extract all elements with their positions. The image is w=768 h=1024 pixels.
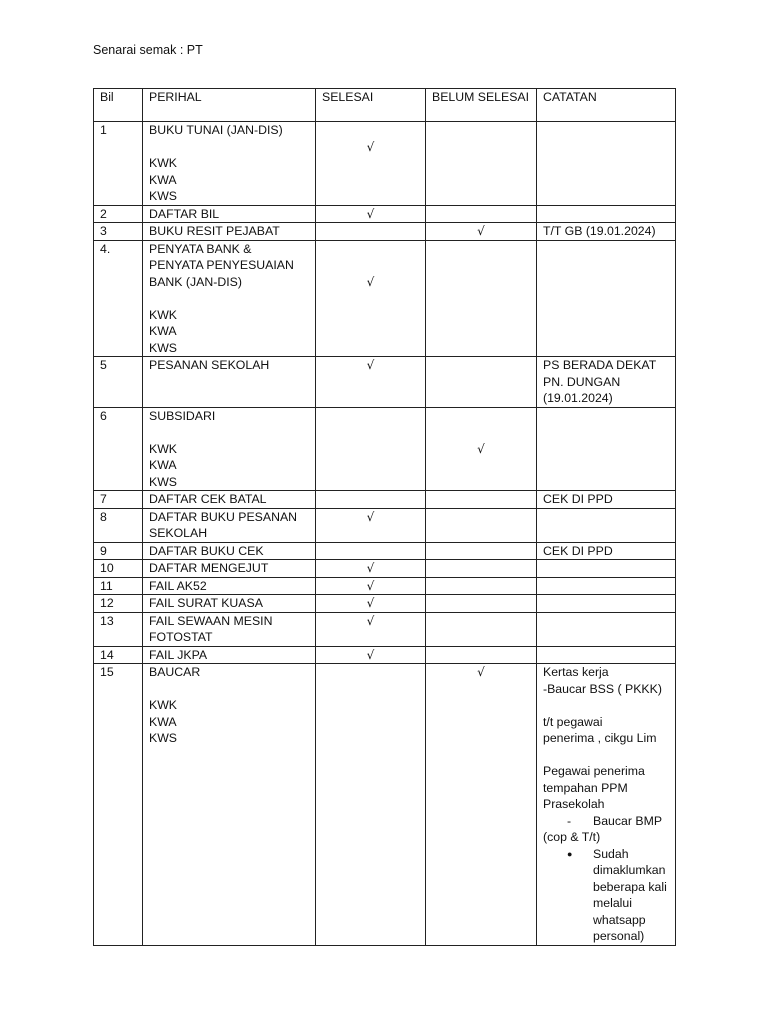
cell-perihal	[143, 357, 316, 408]
cell-perihal	[143, 664, 316, 946]
text-line: KWK	[149, 698, 178, 712]
text-line: FAIL SURAT KUASA	[149, 596, 263, 610]
check-mark-icon: √	[366, 206, 375, 221]
check-mark-icon: √	[366, 274, 375, 289]
cell-belum-selesai	[426, 664, 537, 946]
table-row	[94, 407, 676, 491]
cell-perihal	[143, 542, 316, 560]
check-mark-icon: √	[366, 358, 375, 372]
cell-catatan	[537, 646, 676, 664]
text-line: FAIL JKPA	[149, 647, 208, 662]
cell-selesai	[316, 223, 426, 241]
spacer	[432, 408, 530, 425]
text-line: ● Sudah	[593, 846, 629, 861]
cell-perihal	[143, 646, 316, 664]
text-line: DAFTAR BUKU CEK	[149, 543, 264, 558]
table-row	[94, 205, 676, 223]
text-line: whatsapp	[593, 912, 646, 927]
text-line: KWA	[149, 714, 177, 729]
cell-selesai	[316, 577, 426, 595]
cell-bil: 6	[94, 407, 143, 491]
text-line: PN. DUNGAN	[543, 374, 621, 389]
cell-perihal	[143, 560, 316, 578]
text-line: (cop & T/t)	[543, 830, 601, 844]
text-line: KWS	[149, 189, 178, 203]
spacer	[322, 241, 419, 258]
text-line: FOTOSTAT	[149, 630, 213, 644]
table-header-row	[94, 89, 676, 122]
blank-line	[149, 290, 309, 307]
text-line: T/T GB (19.01.2024)	[543, 224, 656, 238]
blank-line	[543, 747, 669, 764]
cell-selesai	[316, 491, 426, 509]
text-line: KWS	[149, 474, 178, 489]
blank-line	[543, 697, 669, 714]
cell-belum-selesai	[426, 577, 537, 595]
header-bil: Bil	[94, 89, 143, 122]
text-line: FAIL AK52	[149, 578, 207, 593]
cell-belum-selesai	[426, 595, 537, 613]
text-line: DAFTAR CEK BATAL	[149, 492, 267, 506]
cell-catatan	[537, 542, 676, 560]
cell-bil: 2	[94, 205, 143, 223]
text-line: CEK DI PPD	[543, 492, 613, 506]
cell-bil: 8	[94, 508, 143, 542]
cell-catatan	[537, 357, 676, 408]
cell-perihal	[143, 407, 316, 491]
text-line: SEKOLAH	[149, 526, 208, 540]
text-line: melalui	[593, 896, 632, 910]
cell-selesai	[316, 407, 426, 491]
cell-belum-selesai	[426, 205, 537, 223]
table-row	[94, 357, 676, 408]
check-mark-icon: √	[366, 561, 375, 575]
header-perihal: PERIHAL	[143, 89, 316, 122]
cell-selesai	[316, 357, 426, 408]
cell-selesai	[316, 205, 426, 223]
table-row	[94, 542, 676, 560]
cell-perihal	[143, 491, 316, 509]
cell-belum-selesai	[426, 646, 537, 664]
cell-catatan	[537, 595, 676, 613]
text-line: BUKU TUNAI (JAN-DIS)	[149, 123, 283, 137]
text-line: BUKU RESIT PEJABAT	[149, 224, 280, 238]
table-row	[94, 560, 676, 578]
cell-catatan	[537, 612, 676, 646]
cell-bil: 12	[94, 595, 143, 613]
cell-catatan	[537, 205, 676, 223]
text-line: BAUCAR	[149, 665, 201, 679]
cell-perihal	[143, 122, 316, 206]
text-line: -Baucar BSS ( PKKK)	[543, 681, 662, 696]
cell-bil: 4.	[94, 240, 143, 357]
cell-perihal	[143, 240, 316, 357]
text-line: KWS	[149, 731, 178, 745]
text-line: Pegawai penerima	[543, 764, 645, 778]
cell-bil: 1	[94, 122, 143, 206]
check-mark-icon: √	[366, 578, 375, 593]
cell-belum-selesai	[426, 407, 537, 491]
cell-belum-selesai	[426, 508, 537, 542]
cell-bil: 11	[94, 577, 143, 595]
table-row	[94, 508, 676, 542]
text-line: PENYATA BANK &	[149, 241, 252, 256]
header-selesai: SELESAI	[316, 89, 426, 122]
table-row	[94, 646, 676, 664]
cell-catatan	[537, 560, 676, 578]
cell-belum-selesai	[426, 122, 537, 206]
cell-catatan	[537, 491, 676, 509]
cell-selesai	[316, 612, 426, 646]
bullet-list-item	[543, 846, 669, 945]
cell-selesai	[316, 508, 426, 542]
table-row	[94, 664, 676, 946]
cell-selesai	[316, 560, 426, 578]
text-line: FAIL SEWAAN MESIN	[149, 613, 273, 628]
cell-perihal	[143, 577, 316, 595]
cell-belum-selesai	[426, 357, 537, 408]
cell-bil: 5	[94, 357, 143, 408]
cell-belum-selesai	[426, 612, 537, 646]
checklist-table	[93, 88, 676, 946]
text-line: KWA	[149, 172, 177, 187]
table-row	[94, 577, 676, 595]
cell-bil: 3	[94, 223, 143, 241]
text-line: PENYATA PENYESUAIAN	[149, 258, 294, 272]
cell-bil: 14	[94, 646, 143, 664]
text-line: SUBSIDARI	[149, 408, 216, 423]
cell-selesai	[316, 240, 426, 357]
table-row	[94, 491, 676, 509]
text-line: dimaklumkan	[593, 863, 666, 877]
text-line: (19.01.2024)	[543, 391, 613, 405]
spacer	[322, 122, 419, 139]
check-mark-icon: √	[366, 647, 375, 662]
cell-perihal	[143, 595, 316, 613]
table-row	[94, 612, 676, 646]
cell-catatan	[537, 407, 676, 491]
cell-bil: 9	[94, 542, 143, 560]
check-mark-icon: √	[366, 613, 375, 628]
cell-catatan	[537, 240, 676, 357]
spacer	[432, 424, 530, 441]
cell-belum-selesai	[426, 542, 537, 560]
cell-belum-selesai	[426, 223, 537, 241]
table-row	[94, 223, 676, 241]
text-line: KWK	[149, 441, 178, 456]
cell-catatan	[537, 577, 676, 595]
cell-belum-selesai	[426, 491, 537, 509]
header-catatan: CATATAN	[537, 89, 676, 122]
cell-bil: 10	[94, 560, 143, 578]
text-line: DAFTAR MENGEJUT	[149, 561, 269, 575]
text-line: PESANAN SEKOLAH	[149, 358, 270, 372]
text-line: t/t pegawai	[543, 714, 603, 729]
table-row	[94, 122, 676, 206]
check-mark-icon: √	[366, 509, 375, 524]
blank-line	[149, 139, 309, 156]
text-line: KWA	[149, 324, 177, 338]
cell-perihal	[143, 205, 316, 223]
text-line: Prasekolah	[543, 797, 605, 811]
check-mark-icon: √	[477, 665, 485, 679]
header-belum-selesai: BELUM SELESAI	[426, 89, 537, 122]
spacer	[322, 257, 419, 274]
cell-catatan	[537, 664, 676, 946]
text-line: personal)	[593, 929, 645, 943]
table-row	[94, 240, 676, 357]
cell-catatan	[537, 122, 676, 206]
text-line: KWS	[149, 340, 178, 355]
page-title: Senarai semak : PT	[93, 43, 203, 57]
text-line: KWK	[149, 156, 178, 170]
text-line: BANK (JAN-DIS)	[149, 274, 242, 289]
cell-selesai	[316, 542, 426, 560]
text-line: beberapa kali	[593, 879, 667, 894]
cell-catatan	[537, 223, 676, 241]
cell-selesai	[316, 122, 426, 206]
text-line: DAFTAR BIL	[149, 206, 220, 221]
text-line: tempahan PPM	[543, 780, 628, 795]
text-line: KWK	[149, 307, 178, 322]
cell-belum-selesai	[426, 240, 537, 357]
cell-perihal	[143, 612, 316, 646]
dash-list-item: - Baucar BMP	[543, 813, 669, 830]
cell-bil: 7	[94, 491, 143, 509]
cell-perihal	[143, 223, 316, 241]
check-mark-icon: √	[366, 139, 375, 154]
blank-line	[149, 681, 309, 698]
cell-selesai	[316, 646, 426, 664]
cell-perihal	[143, 508, 316, 542]
blank-line	[149, 424, 309, 441]
text-line: DAFTAR BUKU PESANAN	[149, 509, 298, 524]
text-line: penerima , cikgu Lim	[543, 731, 657, 745]
text-line: KWA	[149, 458, 177, 472]
text-line: PS BERADA DEKAT	[543, 358, 657, 372]
cell-selesai	[316, 595, 426, 613]
text-line: Kertas kerja	[543, 665, 609, 679]
text-line: CEK DI PPD	[543, 543, 613, 558]
check-mark-icon: √	[477, 224, 485, 238]
cell-bil: 15	[94, 664, 143, 946]
table-row	[94, 595, 676, 613]
cell-belum-selesai	[426, 560, 537, 578]
check-mark-icon: √	[366, 596, 375, 610]
cell-catatan	[537, 508, 676, 542]
cell-selesai	[316, 664, 426, 946]
cell-bil: 13	[94, 612, 143, 646]
check-mark-icon: √	[477, 441, 485, 456]
